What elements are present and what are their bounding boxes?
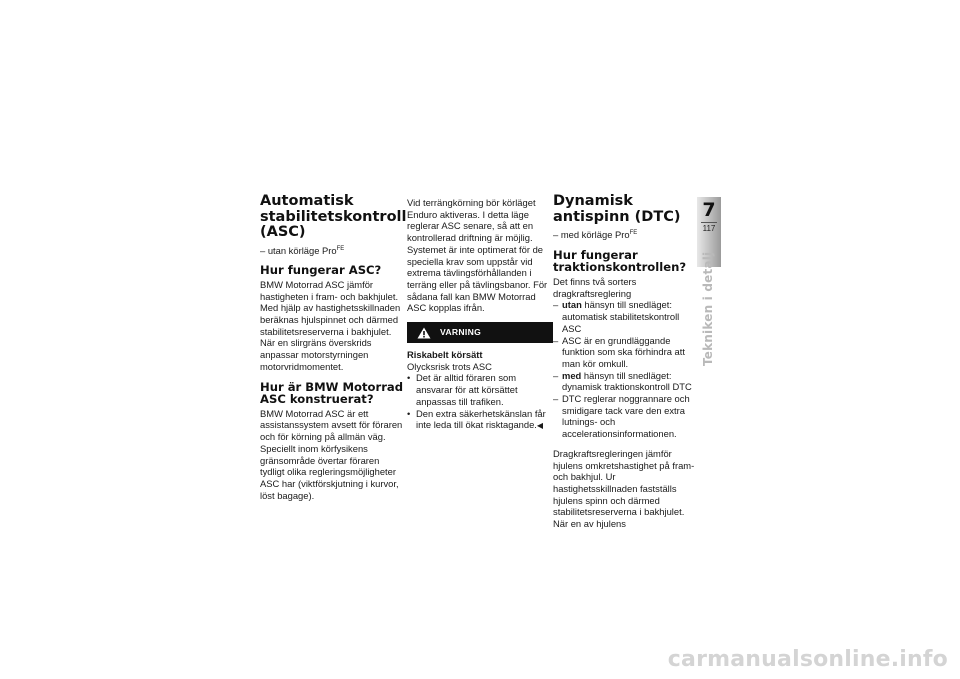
chapter-side-label: Tekniken i detalj — [701, 251, 715, 366]
column-dtc — [553, 194, 699, 530]
list-item: – utan hänsyn till snedläget: automatisk stabilitetskontroll ASC — [553, 299, 680, 334]
paragraph-design-asc: BMW Motorrad ASC är ett assistanssystem avsett för föraren och för körning på allmän väg. Speciellt inom körfysikens gränsområde övertar föraren tydligt olika regleringsmöjligheter ASC har (viktförskjutning i kurvor, löst bagage). — [260, 407, 403, 501]
warning-heading: Riskabelt körsätt — [407, 349, 483, 361]
chapter-divider — [701, 222, 717, 223]
paragraph-intro-dtc: Det finns två sorters dragkraftsreglering — [553, 276, 637, 299]
column-asc-continued — [407, 197, 553, 432]
list-item: – DTC reglerar noggrannare och smidigare tack vare den extra lutnings- och accelerationsinformationen. — [553, 393, 690, 440]
list-item: – ASC är en grundläggande funktion som ska förhindra att man kör omkull. — [553, 334, 685, 369]
warning-banner — [407, 322, 553, 343]
paragraph-enduro: Vid terrängkörning bör körläget Enduro aktiveras. I detta läge reglerar ASC senare, så att en kontrollerad driftning är möjlig. Systemet är inte optimerat för de speciella krav som uppstår vid extrema tävlingsförhållanden i terräng eller på tävlingsbanor. För sådana fall kan BMW Motorrad ASC kopplas ifrån. — [407, 197, 548, 314]
column-asc — [260, 194, 406, 501]
end-marker-icon: ◀ — [536, 421, 544, 431]
model-note-dtc: – med körläge Pro$^{FE}$ — [553, 229, 638, 241]
warning-bullet-list — [407, 372, 553, 432]
warning-label: VARNING — [440, 326, 482, 337]
paragraph-body-dtc: Dragkraftsregleringen jämför hjulens omkretshastighet på fram- och bakhjul. Ur hastighetsskillnaden fastställs hjulens spinn och därmed stabilitetsreserverna i bakhjulet. När en av hjulens — [553, 447, 695, 530]
list-item: • Den extra säkerhetskänslan får inte leda till ökat risktagande.◀ — [407, 408, 553, 432]
list-item: – med hänsyn till snedläget: dynamisk traktionskontroll DTC — [553, 369, 692, 393]
chapter-number: 7 — [702, 199, 716, 221]
regulation-list — [553, 299, 699, 439]
model-note-asc: – utan körläge Pro$^{FE}$ — [260, 244, 345, 256]
paragraph-how-asc: BMW Motorrad ASC jämför hastigheten i fram- och bakhjulet. Med hjälp av hastighetsskillnaden beräknas hjulspinnet och därmed stabilitetsreserverna i bakhjulet. När en slirgräns överskrids anpassar motorstyrningen motorvridmomentet. — [260, 278, 401, 372]
heading-how-dtc: Hur fungerar traktionskontrollen? — [553, 247, 687, 275]
heading-design-asc: Hur är BMW Motorrad ASC konstruerat? — [260, 379, 404, 407]
watermark: carmanualsonline.info — [667, 647, 948, 672]
warning-triangle-icon — [417, 327, 431, 339]
heading-how-asc: Hur fungerar ASC? — [260, 263, 382, 278]
section-title-dtc: Dynamisk antispinn (DTC) — [553, 193, 681, 225]
page-number: 117 — [702, 224, 716, 233]
section-title-asc: Automatisk stabilitetskontroll (ASC) — [260, 193, 407, 240]
list-item: • Det är alltid föraren som ansvarar för att körsättet anpassas till trafiken. — [407, 372, 553, 407]
warning-subheading: Olycksrisk trots ASC — [407, 360, 492, 372]
